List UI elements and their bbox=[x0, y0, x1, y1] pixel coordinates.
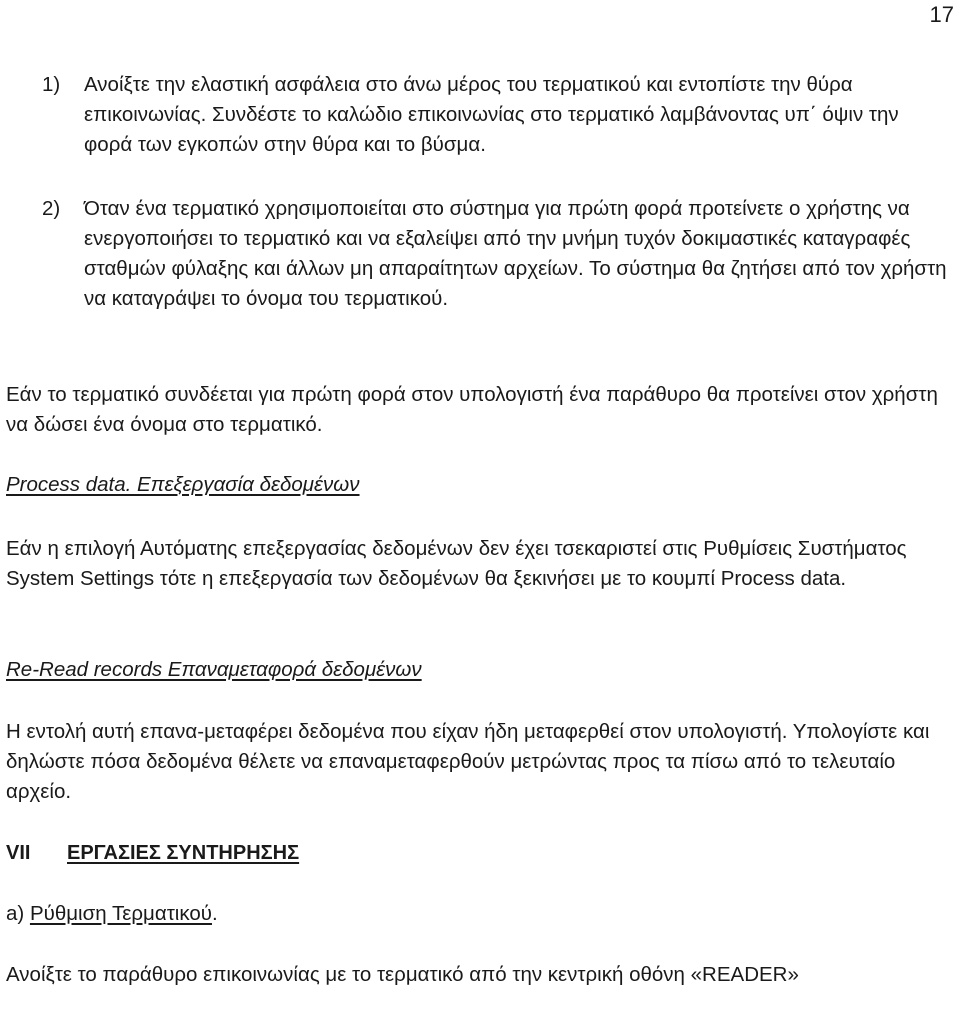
heading-process-data: Process data. Επεξεργασία δεδομένων bbox=[6, 473, 360, 496]
list-item-text: Ανοίξτε την ελαστική ασφάλεια στο άνω μέρος του τερματικού και εντοπίστε την θύρα επικοινωνίας. Συνδέστε το καλώδιο επικοινωνίας στο τερματικό λαμβάνοντας υπ΄ όψιν την φορά των εγκοπών στην θύρα και το βύσμα. bbox=[84, 73, 899, 156]
paragraph-reread: Η εντολή αυτή επανα-μεταφέρει δεδομένα που είχαν ήδη μεταφερθεί στον υπολογιστή. Υπολογίστε και δηλώστε πόσα δεδομένα θέλετε να επαναμεταφερθούν μετρώντας προς τα πίσω από το τελευταίο αρχείο. bbox=[6, 720, 930, 803]
paragraph-process-data: Εάν η επιλογή Αυτόματης επεξεργασίας δεδομένων δεν έχει τσεκαριστεί στις Ρυθμίσεις Συστήματος System Settings τότε η επεξεργασία των δεδομένων θα ξεκινήσει με το κουμπί Process data. bbox=[6, 537, 907, 590]
heading-reread-records: Re-Read records Επαναμεταφορά δεδομένων bbox=[6, 658, 422, 681]
list-item-number: 2) bbox=[42, 197, 61, 220]
list-item-number: 1) bbox=[42, 73, 61, 96]
subsection-suffix: . bbox=[211, 902, 218, 925]
subsection-heading bbox=[6, 899, 218, 929]
page-number: 17 bbox=[929, 2, 954, 27]
section-title: ΕΡΓΑΣΙΕΣ ΣΥΝΤΗΡΗΣΗΣ bbox=[67, 842, 300, 864]
paragraph-open-window: Ανοίξτε το παράθυρο επικοινωνίας με το τερματικό από την κεντρική οθόνη «READER» bbox=[6, 963, 799, 986]
subsection-prefix: a) bbox=[6, 902, 30, 925]
list-item-text: Όταν ένα τερματικό χρησιμοποιείται στο σύστημα για πρώτη φορά προτείνετε ο χρήστης να ενεργοποιήσει το τερματικό και να εξαλείψει από την μνήμη τυχόν δοκιμαστικές καταγραφές σταθμών φύλαξης και άλλων μη απαραίτητων αρχείων. Το σύστημα θα ζητήσει από τον χρήστη να καταγράψει το όνομα του τερματικού. bbox=[84, 197, 947, 310]
subsection-title: Ρύθμιση Τερματικού bbox=[29, 902, 212, 925]
paragraph-first-connection: Εάν το τερματικό συνδέεται για πρώτη φορά στον υπολογιστή ένα παράθυρο θα προτείνει στον χρήστη να δώσει ένα όνομα στο τερματικό. bbox=[6, 383, 938, 436]
section-number: VII bbox=[6, 842, 31, 864]
